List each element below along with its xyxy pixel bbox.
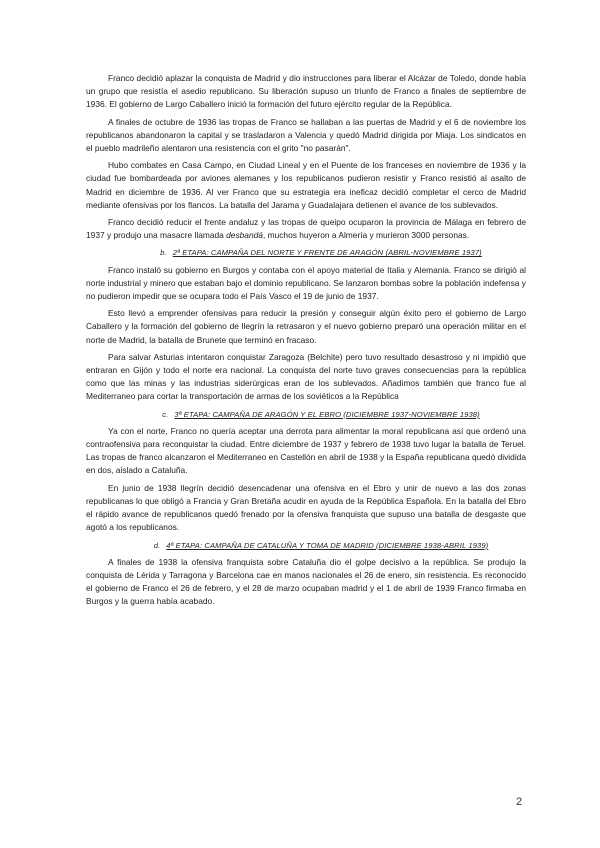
paragraph-teruel: Ya con el norte, Franco no quería aceptar una derrota para alimentar la moral republicana así que ordenó una contraofensiva para reconquistar la ciudad. Entre diciembre de 1937 y febrero de 1938 tuvo lugar la batalla de Teruel. Las tropas de franco alcanzaron el Mediterraneo en Castellón en abril de 1938 y la España republicana quedó dividida en dos, aislado a Cataluña. [86,425,526,476]
section-heading-text: 2ª ETAPA: CAMPAÑA DEL NORTE Y FRENTE DE ARAGÓN (ABRIL-NOVIEMBRE 1937) [172,248,482,258]
paragraph-casa-campo: Hubo combates en Casa Campo, en Ciudad Lineal y en el Puente de los franceses en noviembre de 1936 y la ciudad fue bombardeada por aviones alemanes y los republicanos pudieron resistir y Franco resistió al asalto de Madrid en diciembre de 1936. Al ver Franco que su estrategia era ineficaz decidió completar el cerco de Madrid mediante ofensivas por los flancos. La batalla del Jarama y Guadalajara detienen el avance de los sublevados. [86,160,526,210]
paragraph-ebro: En junio de 1938 llegrín decidió desencadenar una ofensiva en el Ebro y unir de nuevo a las dos zonas republicanas lo que obligó a Francia y Gran Bretaña acudir en ayuda de la República Española. En la batalla del Ebro el rápido avance de republicanos quedó frenado por la ofensiva franquista que supuso una batalla de desgaste que agotó a los republicanos. [86,482,526,533]
section-heading-text: 4ª ETAPA: CAMPAÑA DE CATALUÑA Y TOMA DE MADRID (DICIEMBRE 1938-ABRIL 1939) [166,540,489,550]
malaga-text-after: , muchos huyeron a Almería y murieron 3000 personas. [262,230,470,241]
section-heading-label: b. [160,248,167,258]
paragraph-burgos: Franco instaló su gobierno en Burgos y contaba con el apoyo material de Italia y Alemania. Franco se dirigió al norte industrial y minero que estaban bajo el dominio republicano. Se lanzaron bombas sobre la población indefensa y no pudieron impedir que se ocupara todo el País Vasco el 19 de junio de 1937. [86,264,526,302]
section-heading-label: c. [162,409,169,419]
paragraph-brunete: Esto llevó a emprender ofensivas para reducir la presión y conseguir algún éxito pero el gobierno de Largo Caballero y la formación del gobierno de llegrín la retrasaron y el nuevo gobierno preparó una operación militar en el norte de Madrid, la batalla de Brunete que terminó en fracaso. [86,308,526,345]
paragraph-madrid-siege: A finales de octubre de 1936 las tropas de Franco se hallaban a las puertas de Madrid y el 6 de noviembre los republicanos abandonaron la capital y se trasladaron a Valencia y quedó Madrid dirigida por Miaja. Los sindicatos en el pueblo madrileño alentaron una resistencia con el grito "no pasarán". [86,116,526,154]
paragraph-malaga [86,216,526,242]
section-heading-label: d. [153,540,161,550]
paragraph-cataluna: A finales de 1938 la ofensiva franquista sobre Cataluña dio el golpe decisivo a la república. Se produjo la conquista de Lérida y Tarragona y Barcelona cae en manos nacionales el 26 de enero, sin resistencia. Es reconocido el gobierno de Franco el 26 de febrero, y el 28 de marzo ocupaban madrid y el 1 de abril de 1939 Franco firmaba en Burgos y la guerra había acabado. [86,556,526,607]
paragraph-alcazar: Franco decidió aplazar la conquista de Madrid y dio instrucciones para liberar el Alcázar de Toledo, donde había un grupo que resistía el asedio republicano. Su liberación supuso un triunfo de Franco a finales de septiembre de 1936. El gobierno de Largo Caballero inició la formación del futuro ejército regular de la República. [86,73,526,110]
section-heading-c [86,408,526,421]
malaga-italic-term: desbandá [226,230,263,241]
page-number: 2 [516,796,523,808]
section-heading-d [86,539,526,552]
section-heading-text: 3ª ETAPA: CAMPAÑA DE ARAGÓN Y EL EBRO (DICIEMBRE 1937-NOVIEMBRE 1938) [174,409,480,419]
section-heading-b [86,246,526,259]
document-body [86,72,526,613]
malaga-text-before: Franco decidió reducir el frente andaluz y las tropas de queipo ocuparon la provincia de Málaga en febrero de 1937 y produjo una masacre llamada [86,217,526,241]
paragraph-asturias: Para salvar Asturias intentaron conquistar Zaragoza (Belchite) pero tuvo resultado desastroso y ni impidió que entraran en Gijón y todo el norte era nacional. La conquista del norte tuvo graves consecuencias para la república como que las minas y las industrias siderúrgicas eran de los sublevados. Añadimos también que franco fue al Mediterraneo para cortar la transportación de armas de los soviéticos a la República [86,351,526,402]
